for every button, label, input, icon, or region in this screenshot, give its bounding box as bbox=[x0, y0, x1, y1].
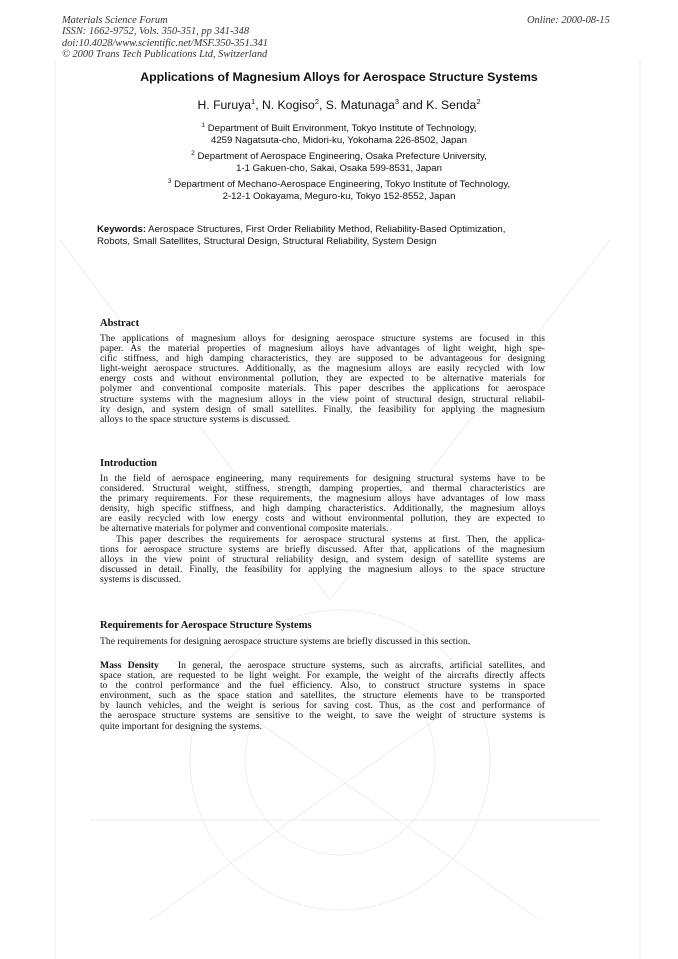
mass-density-label: Mass Density bbox=[100, 660, 159, 671]
doi-line: doi:10.4028/www.scientific.net/MSF.350-351.341 bbox=[62, 37, 268, 49]
affiliation-mark: 3 bbox=[167, 178, 172, 185]
abstract-line: paper. As the material properties of magnesium alloys have advantages of light weight, high spe- bbox=[100, 343, 545, 355]
abstract-line: cific stiffness, and high damping characteristics, they are supposed to be advantageous for designing bbox=[100, 353, 545, 365]
affiliation-address: 2-12-1 Ookayama, Meguro-ku, Tokyo 152-8552, Japan bbox=[222, 191, 456, 203]
abstract-body bbox=[100, 334, 545, 425]
abstract-line: structure systems with the magnesium alloys in the view point of structural design, structural reliabil- bbox=[100, 393, 545, 405]
author-name: N. Kogiso bbox=[261, 98, 315, 112]
author-affiliation-mark: 3 bbox=[394, 97, 400, 106]
journal-name: Materials Science Forum bbox=[62, 15, 168, 26]
author-name: K. Senda bbox=[426, 98, 477, 112]
keywords-text: Robots, Small Satellites, Structural Design, Structural Reliability, System Design bbox=[97, 236, 437, 247]
affiliation bbox=[0, 123, 678, 148]
introduction-line: alloys in the view point of structural reliability design, and system design of satellite systems are bbox=[100, 553, 545, 565]
introduction-line: systems is discussed. bbox=[100, 573, 182, 585]
introduction-line: the primary requirements. For these requirements, the magnesium alloys have advantages of low mass bbox=[100, 493, 545, 505]
requirements-heading: Requirements for Aerospace Structure Systems bbox=[100, 620, 312, 631]
author-separator: , bbox=[255, 98, 262, 112]
paper-title: Applications of Magnesium Alloys for Aerospace Structure Systems bbox=[140, 70, 538, 84]
introduction-body bbox=[100, 474, 545, 585]
author-separator: and bbox=[399, 98, 427, 112]
affiliation-mark: 1 bbox=[201, 122, 206, 129]
mass-density-line: space station, are requested to be light weight. For example, the weight of the aircrafts directly affects bbox=[100, 670, 545, 682]
affiliation-line: Department of Mechano-Aerospace Engineering, Tokyo Institute of Technology, bbox=[174, 179, 511, 190]
affiliation-address: 1-1 Gakuen-cho, Sakai, Osaka 599-8531, Japan bbox=[236, 163, 442, 175]
mass-density-line: the aerospace structure systems are sensitive to the weight, to save the weight of structure systems is bbox=[100, 710, 545, 722]
issn-line: ISSN: 1662-9752, Vols. 350-351, pp 341-348 bbox=[62, 26, 250, 38]
copyright-line: © 2000 Trans Tech Publications Ltd, Switzerland bbox=[62, 49, 268, 61]
author-affiliation-mark: 2 bbox=[476, 97, 481, 106]
mass-density-line: quite important for designing the systems. bbox=[100, 720, 262, 732]
author-separator: , bbox=[318, 98, 326, 112]
abstract-line: polymer and conventional composite materials. This paper describes the applications for aerospace bbox=[100, 383, 545, 395]
introduction-line: density, high specific stiffness, and high damping characteristics. Additionally, the magnesium alloys bbox=[100, 503, 545, 515]
mass-density-line: to the control performance and the fuel efficiency. Also, to construct structure systems in space bbox=[100, 680, 545, 692]
affiliation-mark: 2 bbox=[191, 150, 195, 157]
introduction-heading: Introduction bbox=[100, 458, 157, 469]
introduction-line: tions for aerospace structure systems are briefly discussed. After that, applications of the magnesium bbox=[100, 543, 545, 555]
affiliation-address: 4259 Nagatsuta-cho, Midori-ku, Yokohama 226-8502, Japan bbox=[210, 135, 467, 147]
online-date: Online: 2000-08-15 bbox=[527, 15, 610, 26]
keywords-text: Aerospace Structures, First Order Reliability Method, Reliability-Based Optimization, bbox=[146, 224, 506, 235]
affiliation bbox=[0, 179, 678, 204]
affiliation-line: Department of Built Environment, Tokyo Institute of Technology, bbox=[207, 123, 477, 134]
mass-density-line: environment, such as the space station and satellites, the structure elements have to be transported bbox=[100, 690, 545, 702]
author-affiliation-mark: 2 bbox=[314, 97, 319, 106]
author-name: S. Matunaga bbox=[325, 98, 395, 112]
keywords bbox=[97, 224, 547, 248]
abstract-line: energy costs and without environmental pollution, they are expected to be alternative materials for bbox=[100, 373, 545, 385]
mass-density-line: by launch vehicles, and the weight is serious for saving cost. Thus, as the cost and performance of bbox=[100, 700, 545, 712]
introduction-line: In the field of aerospace engineering, many requirements for designing structural systems have to be bbox=[100, 473, 545, 484]
introduction-line: discussed in detail. Finally, the feasibility for applying the magnesium alloys to the space structure bbox=[100, 563, 545, 575]
mass-density-first-line: In general, the aerospace structure systems, such as aircrafts, artificial satellites, and bbox=[177, 660, 546, 671]
introduction-line: considered. Structural weight, stiffness, strength, damping properties, and thermal characteristics are bbox=[100, 483, 545, 495]
abstract-line: light-weight aerospace structures. Additionally, as the magnesium alloys are easily recycled with low bbox=[100, 363, 545, 375]
introduction-line: This paper describes the requirements for aerospace structural systems at first. Then, the applica- bbox=[116, 533, 545, 545]
introduction-line: be alternative materials for polymer and conventional composite materials. bbox=[100, 523, 389, 535]
abstract-line: alloys to the space structure systems is discussed. bbox=[100, 413, 291, 425]
requirements-intro-line: The requirements for designing aerospace structure systems are briefly discussed in this section. bbox=[100, 636, 471, 647]
requirements-intro bbox=[100, 637, 545, 647]
affiliation-line: Department of Aerospace Engineering, Osaka Prefecture University, bbox=[197, 151, 487, 162]
affiliation bbox=[0, 151, 678, 176]
author-affiliation-mark: 1 bbox=[251, 97, 256, 106]
abstract-line: ity design, and system design of small satellites. Finally, the feasibility for applying the magnesium bbox=[100, 403, 545, 415]
mass-density-paragraph bbox=[100, 661, 545, 732]
author-list bbox=[0, 98, 678, 112]
abstract-line: The applications of magnesium alloys for designing aerospace structure systems are focused in this bbox=[100, 333, 545, 344]
introduction-line: are easily recycled with low energy costs and without environmental pollution, they are expected to bbox=[100, 513, 545, 525]
journal-header bbox=[62, 15, 268, 61]
keywords-label: Keywords: bbox=[97, 224, 147, 235]
abstract-heading: Abstract bbox=[100, 318, 140, 329]
author-name: H. Furuya bbox=[197, 98, 252, 112]
